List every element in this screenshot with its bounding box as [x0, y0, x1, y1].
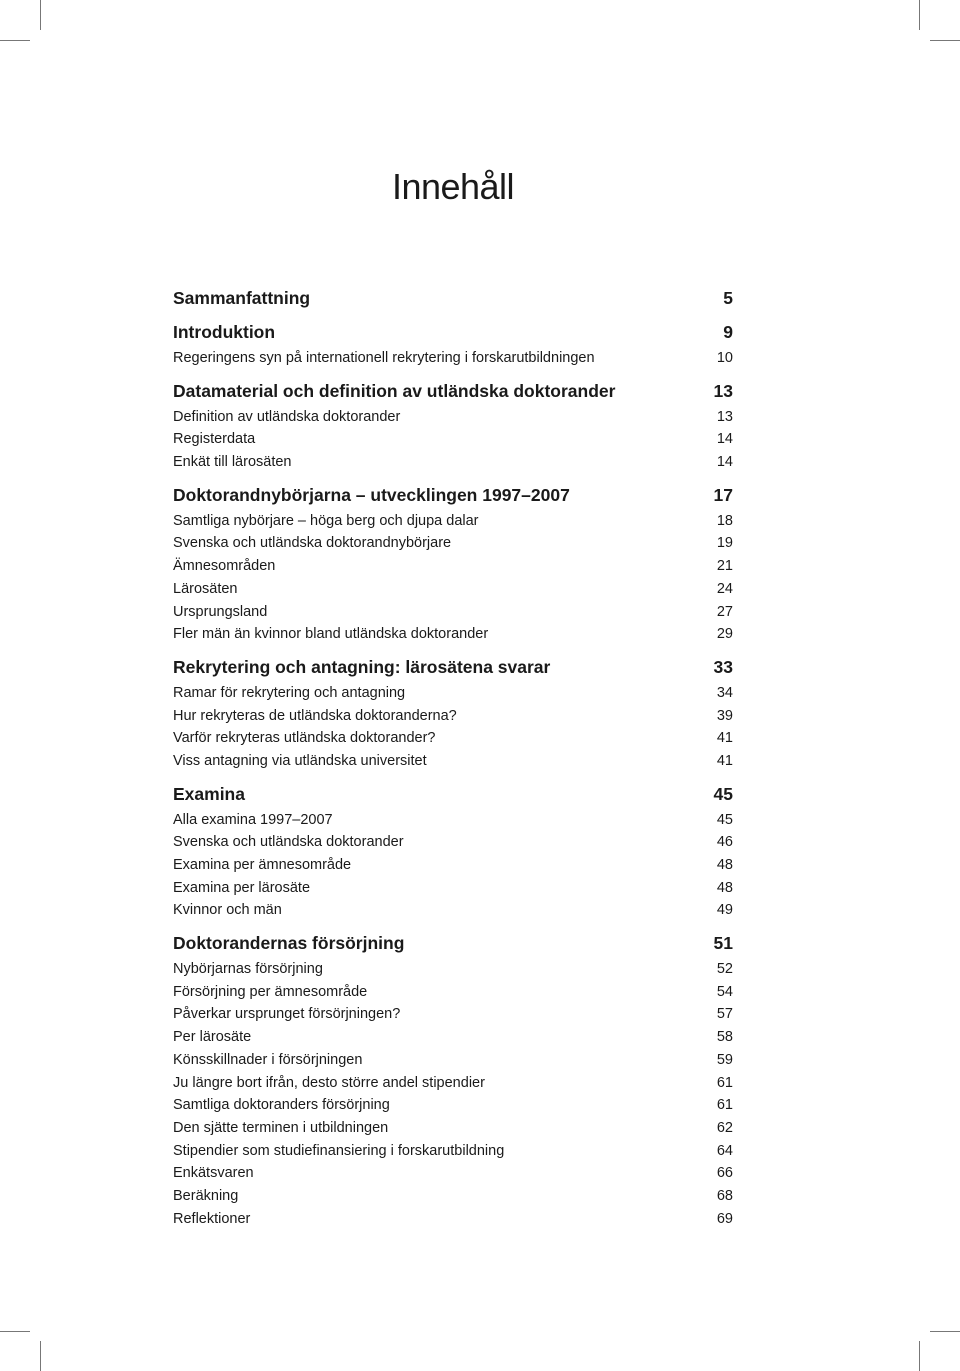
toc-entry[interactable] — [173, 555, 733, 578]
toc-chapter-page: 5 — [723, 288, 733, 308]
toc-chapter-title: Doktorandernas försörjning — [173, 933, 405, 954]
toc-entry-title: Lärosäten — [173, 580, 238, 597]
toc-entry[interactable] — [173, 1094, 733, 1117]
toc-entry[interactable] — [173, 877, 733, 900]
crop-mark — [930, 1331, 960, 1332]
toc-entry-title: Viss antagning via utländska universitet — [173, 752, 427, 769]
toc-entry-page: 45 — [716, 811, 733, 828]
toc-chapter-title: Datamaterial och definition av utländska doktorander — [173, 380, 616, 401]
toc-entry-title: Alla examina 1997–2007 — [173, 811, 333, 828]
toc-entry[interactable] — [173, 601, 733, 624]
toc-entry-page: 39 — [716, 707, 733, 724]
toc-chapter[interactable] — [173, 286, 733, 311]
toc-entry[interactable] — [173, 623, 733, 646]
toc-entry-page: 10 — [716, 350, 733, 366]
toc-section — [173, 483, 733, 646]
toc-entry-title: Regeringens syn på internationell rekrytering i forskarutbildningen — [173, 350, 595, 366]
toc-entry-page: 61 — [716, 1097, 733, 1114]
toc-entry-page: 57 — [716, 1006, 733, 1023]
toc-entry-page: 14 — [716, 431, 733, 448]
toc-entry-page: 48 — [716, 879, 733, 896]
toc-entry-page: 52 — [716, 961, 733, 978]
toc-chapter-title: Rekrytering och antagning: lärosätena svarar — [173, 656, 551, 677]
crop-mark — [919, 0, 920, 30]
toc-entry-page: 27 — [716, 603, 733, 620]
toc-entry-title: Kvinnor och män — [173, 902, 282, 919]
toc-entry[interactable] — [173, 899, 733, 922]
toc-chapter-title: Sammanfattning — [173, 288, 311, 308]
table-of-contents — [173, 286, 733, 1239]
toc-entry-page: 68 — [716, 1187, 733, 1204]
toc-entry[interactable] — [173, 1208, 733, 1231]
toc-entry-title: Varför rekryteras utländska doktorander? — [173, 730, 436, 747]
toc-entry[interactable] — [173, 705, 733, 728]
toc-section — [173, 379, 733, 474]
toc-entry-title: Försörjning per ämnesområde — [173, 983, 368, 1000]
toc-entry[interactable] — [173, 1117, 733, 1140]
toc-entry-title: Fler män än kvinnor bland utländska doktorander — [173, 626, 489, 643]
toc-entry-title: Svenska och utländska doktorander — [173, 834, 404, 851]
toc-entry[interactable] — [173, 981, 733, 1004]
crop-mark — [40, 1341, 41, 1371]
toc-chapter[interactable] — [173, 655, 733, 680]
toc-entry-title: Definition av utländska doktorander — [173, 408, 401, 425]
toc-entry-page: 69 — [716, 1210, 733, 1227]
toc-entry-title: Könsskillnader i försörjningen — [173, 1051, 363, 1068]
toc-chapter-page: 51 — [713, 933, 733, 954]
toc-chapter-title: Introduktion — [173, 322, 276, 342]
toc-entry[interactable] — [173, 1049, 733, 1072]
toc-chapter-title: Examina — [173, 783, 245, 804]
toc-chapter[interactable] — [173, 931, 733, 956]
toc-entry-title: Samtliga nybörjare – höga berg och djupa dalar — [173, 512, 479, 529]
toc-entry-page: 24 — [716, 580, 733, 597]
toc-entry-page: 58 — [716, 1029, 733, 1046]
toc-entry-page: 41 — [716, 752, 733, 769]
toc-entry-page: 34 — [716, 684, 733, 701]
toc-entry[interactable] — [173, 1003, 733, 1026]
toc-entry[interactable] — [173, 831, 733, 854]
toc-entry-page: 62 — [716, 1119, 733, 1136]
toc-entry-page: 29 — [716, 626, 733, 643]
toc-chapter-page: 13 — [713, 380, 733, 401]
toc-entry[interactable] — [173, 532, 733, 555]
toc-entry[interactable] — [173, 854, 733, 877]
toc-entry-page: 48 — [716, 857, 733, 873]
toc-entry-page: 13 — [716, 408, 733, 425]
toc-section — [173, 320, 733, 370]
toc-entry[interactable] — [173, 406, 733, 429]
toc-entry-page: 49 — [716, 902, 733, 919]
toc-entry-page: 14 — [716, 454, 733, 471]
crop-mark — [0, 40, 30, 41]
toc-entry-page: 66 — [716, 1165, 733, 1182]
crop-mark — [40, 0, 41, 30]
toc-entry-title: Reflektioner — [173, 1210, 251, 1227]
toc-entry-page: 21 — [716, 558, 733, 575]
toc-entry-title: Stipendier som studiefinansiering i forskarutbildning — [173, 1142, 505, 1159]
toc-entry-title: Ramar för rekrytering och antagning — [173, 684, 406, 701]
toc-entry[interactable] — [173, 1162, 733, 1185]
toc-entry-title: Samtliga doktoranders försörjning — [173, 1097, 390, 1114]
toc-section — [173, 782, 733, 922]
toc-entry-title: Registerdata — [173, 431, 256, 448]
toc-entry-title: Examina per ämnesområde — [173, 857, 352, 873]
toc-entry[interactable] — [173, 578, 733, 601]
crop-mark — [930, 40, 960, 41]
toc-chapter-page: 17 — [713, 484, 733, 505]
toc-entry-page: 18 — [716, 512, 733, 529]
toc-chapter-title: Doktorandnybörjarna – utvecklingen 1997–2007 — [173, 484, 570, 505]
toc-entry[interactable] — [173, 510, 733, 533]
toc-chapter[interactable] — [173, 782, 733, 807]
toc-entry[interactable] — [173, 1026, 733, 1049]
toc-entry[interactable] — [173, 682, 733, 705]
toc-entry-title: Per lärosäte — [173, 1029, 252, 1046]
toc-chapter[interactable] — [173, 483, 733, 508]
toc-entry-page: 19 — [716, 535, 733, 552]
toc-chapter-page: 45 — [713, 783, 733, 804]
toc-entry-page: 46 — [716, 834, 733, 851]
toc-entry-page: 54 — [716, 983, 733, 1000]
toc-entry[interactable] — [173, 727, 733, 750]
toc-entry[interactable] — [173, 451, 733, 474]
toc-chapter-page: 33 — [713, 656, 733, 677]
toc-entry-page: 64 — [716, 1142, 733, 1159]
toc-entry-title: Ämnesområden — [173, 558, 276, 575]
toc-entry-title: Svenska och utländska doktorandnybörjare — [173, 535, 452, 552]
toc-entry[interactable] — [173, 428, 733, 451]
toc-entry-title: Nybörjarnas försörjning — [173, 961, 323, 978]
toc-chapter[interactable] — [173, 379, 733, 404]
page-title: Innehåll — [391, 166, 515, 207]
toc-entry-title: Examina per lärosäte — [173, 879, 311, 896]
toc-entry-title: Enkätsvaren — [173, 1165, 254, 1182]
toc-section — [173, 655, 733, 773]
toc-entry-page: 41 — [716, 730, 733, 747]
toc-entry[interactable] — [173, 809, 733, 832]
toc-entry[interactable] — [173, 1072, 733, 1095]
toc-section — [173, 931, 733, 1230]
toc-chapter[interactable] — [173, 320, 733, 345]
toc-section — [173, 286, 733, 311]
toc-entry-title: Ju längre bort ifrån, desto större andel stipendier — [173, 1074, 485, 1091]
toc-entry-title: Den sjätte terminen i utbildningen — [173, 1119, 389, 1136]
toc-entry-title: Enkät till lärosäten — [173, 454, 292, 471]
crop-mark — [919, 1341, 920, 1371]
toc-entry-page: 61 — [716, 1074, 733, 1091]
toc-entry-title: Påverkar ursprunget försörjningen? — [173, 1006, 401, 1023]
toc-entry-title: Ursprungsland — [173, 603, 268, 620]
toc-entry[interactable] — [173, 750, 733, 773]
toc-entry[interactable] — [173, 1185, 733, 1208]
crop-mark — [0, 1331, 30, 1332]
toc-entry[interactable] — [173, 347, 733, 370]
toc-entry[interactable] — [173, 958, 733, 981]
toc-chapter-page: 9 — [723, 322, 733, 342]
toc-entry-title: Hur rekryteras de utländska doktoranderna? — [173, 707, 457, 724]
toc-entry-title: Beräkning — [173, 1187, 239, 1204]
toc-entry-page: 59 — [716, 1051, 733, 1068]
toc-entry[interactable] — [173, 1140, 733, 1163]
